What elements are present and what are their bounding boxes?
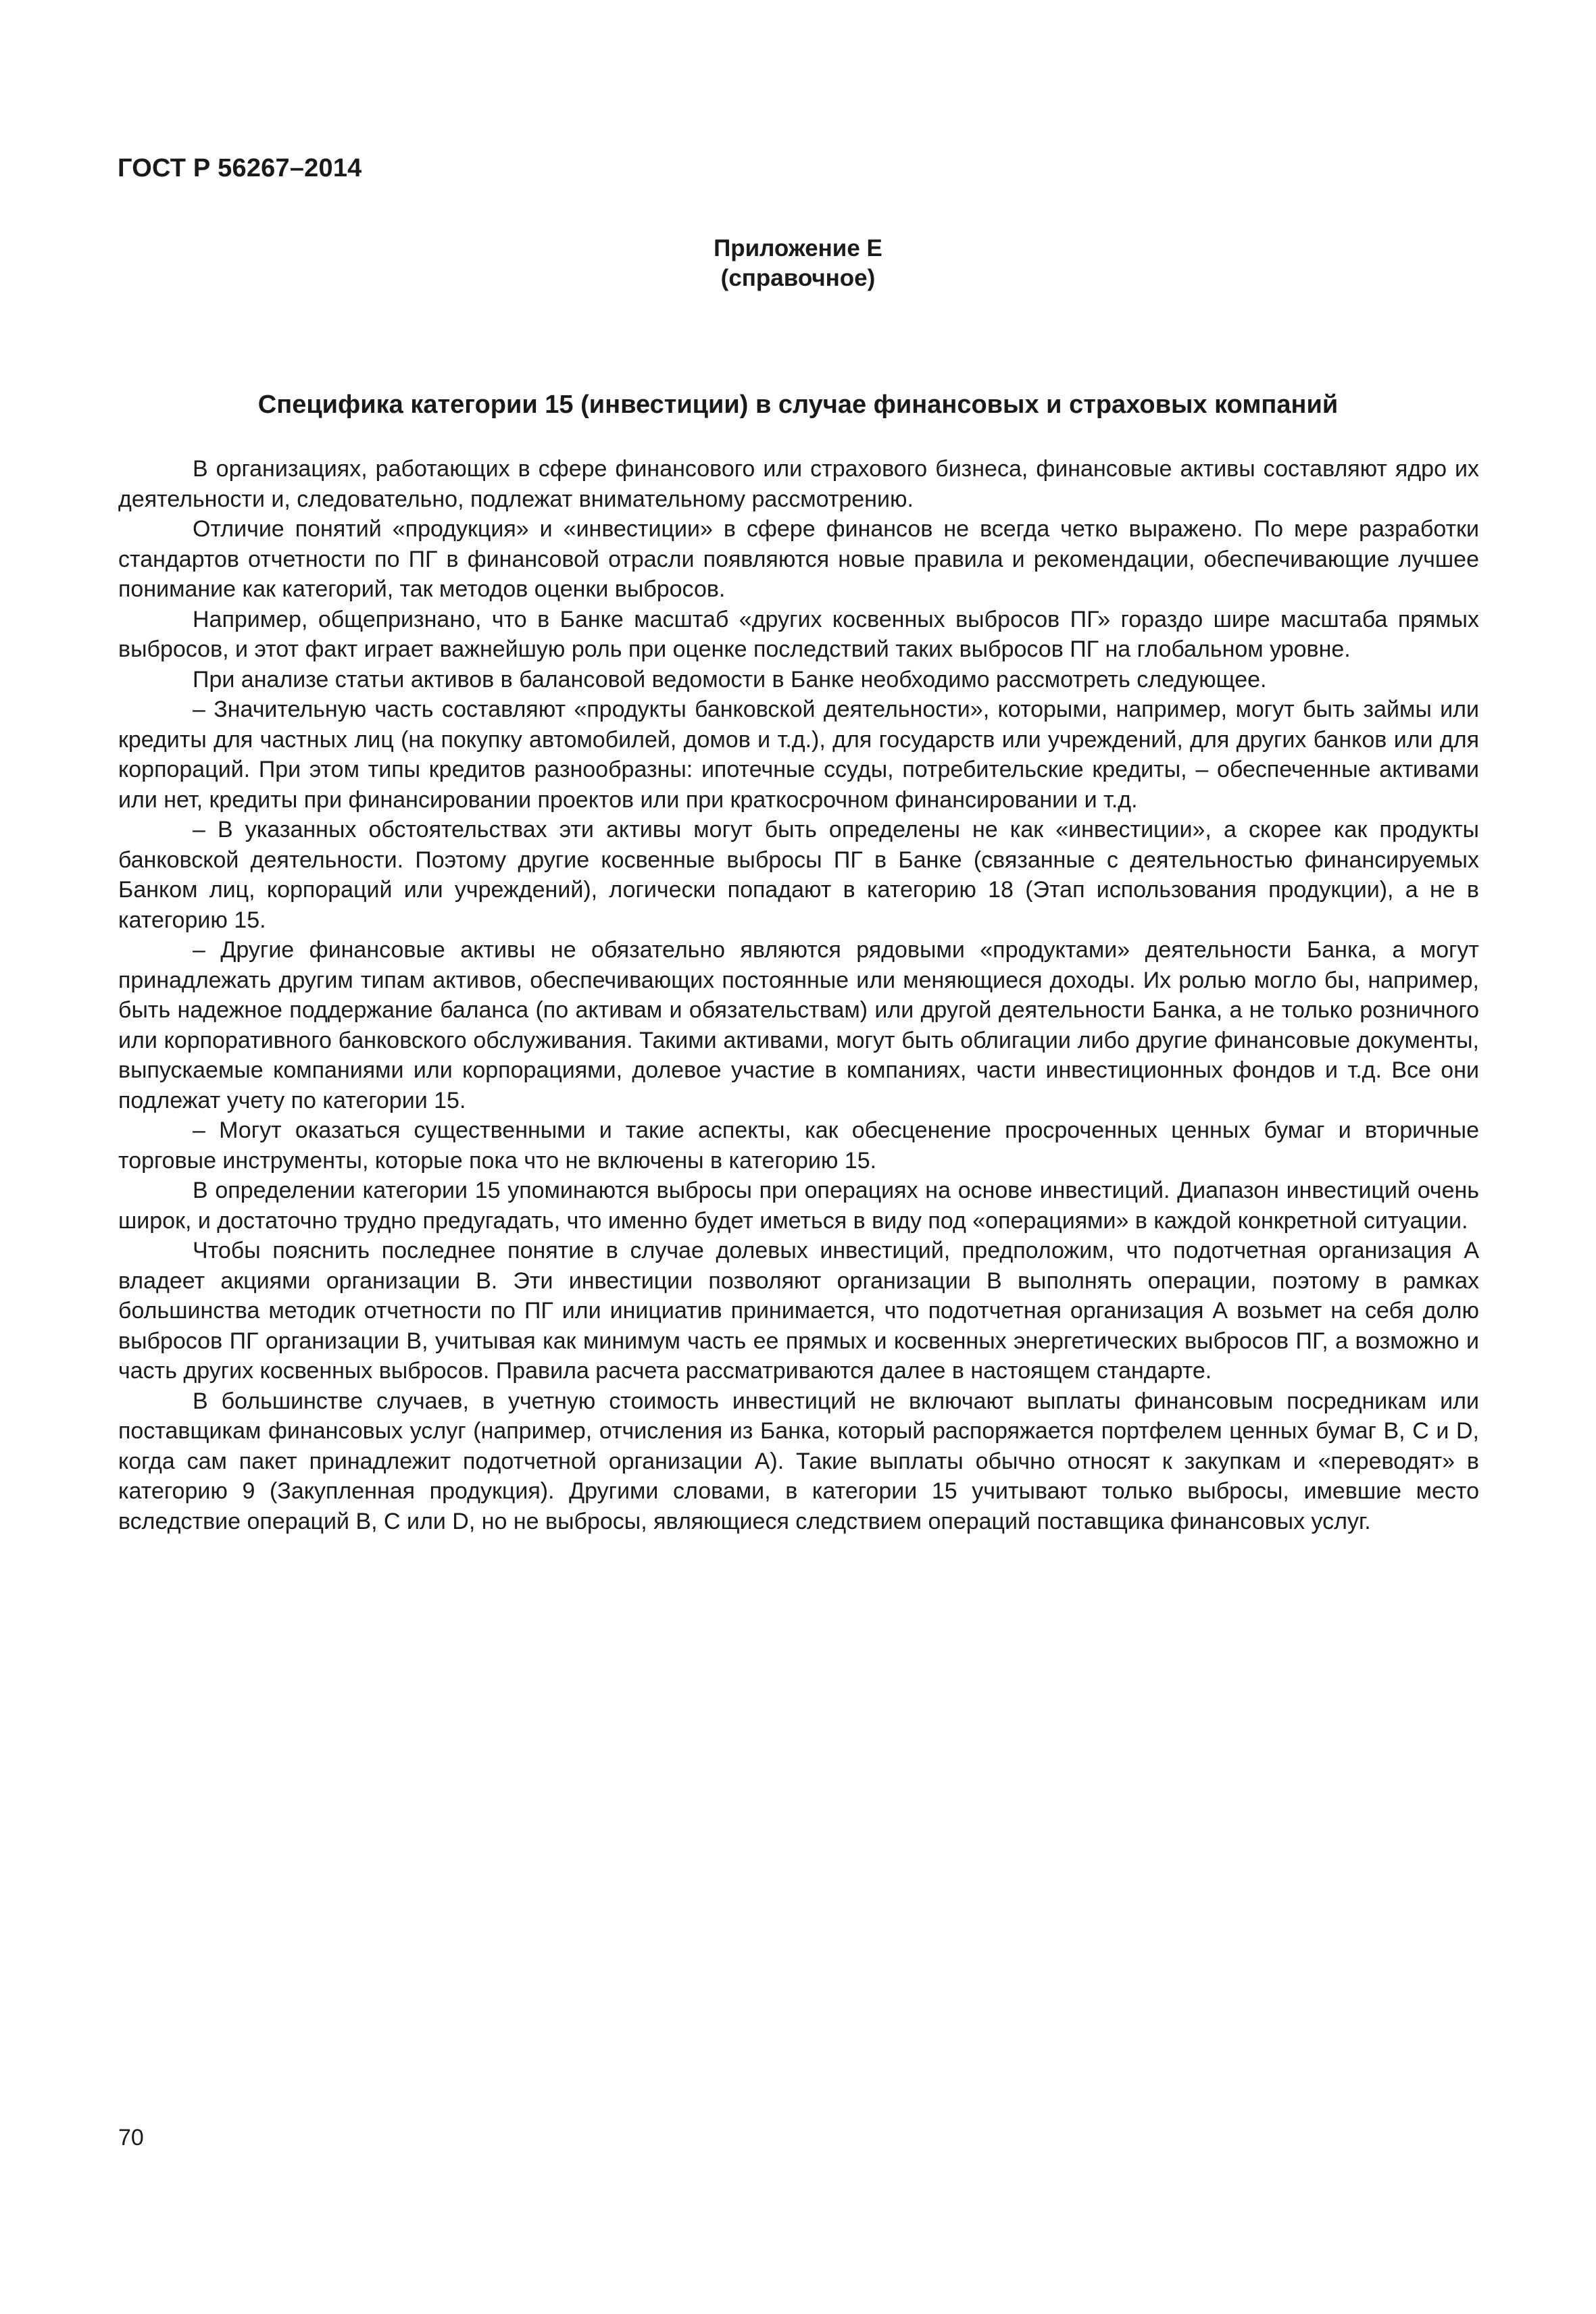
paragraph: Отличие понятий «продукция» и «инвестиции» в сфере финансов не всегда четко выражено. По мере разработки стандартов отчетности по ПГ в финансовой отрасли появляются новые правила и рекомендации, обеспечивающие лучшее понимание как категорий, так методов оценки выбросов. [118, 516, 1479, 602]
paragraph: – Могут оказаться существенными и такие аспекты, как обесценение просроченных ценных бумаг и вторичные торговые инструменты, которые пока что не включены в категорию 15. [118, 1117, 1479, 1174]
body-text [118, 454, 1479, 1536]
paragraph: В организациях, работающих в сфере финансового или страхового бизнеса, финансовые активы составляют ядро их деятельности и, следовательно, подлежат внимательному рассмотрению. [118, 456, 1479, 512]
paragraph: – Другие финансовые активы не обязательно являются рядовыми «продуктами» деятельности Банка, а могут принадлежать другим типам активов, обеспечивающих постоянные или меняющиеся доходы. Их ролью могло бы, например, быть надежное поддержание баланса (по активам и обязательствам) или другой деятельности Банка, а не только розничного или корпоративного банковского обслуживания. Такими активами, могут быть облигации либо другие финансовые документы, выпускаемые компаниями или корпорациями, долевое участие в компаниях, части инвестиционных фондов и т.д. Все они подлежат учету по категории 15. [118, 937, 1479, 1113]
paragraph: При анализе статьи активов в балансовой ведомости в Банке необходимо рассмотреть следующее. [193, 666, 1267, 693]
paragraph: Чтобы пояснить последнее понятие в случае долевых инвестиций, предположим, что подотчетная организация А владеет акциями организации В. Эти инвестиции позволяют организации В выполнять операции, поэтому в рамках большинства методик отчетности по ПГ или инициатив принимается, что подотчетная организация А возьмет на себя долю выбросов ПГ организации В, учитывая как минимум часть ее прямых и косвенных энергетических выбросов ПГ, а возможно и часть других косвенных выбросов. Правила расчета рассматриваются далее в настоящем стандарте. [118, 1238, 1479, 1384]
annex-heading [0, 234, 1596, 293]
paragraph: В определении категории 15 упоминаются выбросы при операциях на основе инвестиций. Диапазон инвестиций очень широк, и достаточно трудно предугадать, что именно будет иметься в виду под «операциями» в каждой конкретной ситуации. [118, 1178, 1479, 1234]
annex-type: (справочное) [720, 265, 876, 291]
paragraph: Например, общепризнано, что в Банке масштаб «других косвенных выбросов ПГ» гораздо шире масштаба прямых выбросов, и этот факт играет важнейшую роль при оценке последствий таких выбросов ПГ на глобальном уровне. [118, 606, 1479, 662]
document-id: ГОСТ Р 56267–2014 [118, 154, 362, 182]
paragraph: – В указанных обстоятельствах эти активы могут быть определены не как «инвестиции», а скорее как продукты банковской деятельности. Поэтому другие косвенные выбросы ПГ в Банке (связанные с деятельностью финансируемых Банком лиц, корпораций или учреждений), логически попадают в категорию 18 (Этап использования продукции), а не в категорию 15. [118, 817, 1479, 933]
section-title: Специфика категории 15 (инвестиции) в случае финансовых и страховых компаний [257, 391, 1339, 419]
paragraph: – Значительную часть составляют «продукты банковской деятельности», которыми, например, могут быть займы или кредиты для частных лиц (на покупку автомобилей, домов и т.д.), для государств или учреждений, для других банков или для корпораций. При этом типы кредитов разнообразны: ипотечные ссуды, потребительские кредиты, – обеспеченные активами или нет, кредиты при финансировании проектов или при краткосрочном финансировании и т.д. [118, 697, 1479, 813]
paragraph: В большинстве случаев, в учетную стоимость инвестиций не включают выплаты финансовым посредникам или поставщикам финансовых услуг (например, отчисления из Банка, который распоряжается портфелем ценных бумаг В, С и D, когда сам пакет принадлежит подотчетной организации А). Такие выплаты обычно относят к закупкам и «переводят» в категорию 9 (Закупленная продукция). Другими словами, в категории 15 учитывают только выбросы, имевшие место вследствие операций В, С или D, но не выбросы, являющиеся следствием операций поставщика финансовых услуг. [118, 1388, 1479, 1534]
annex-title: Приложение Е [714, 235, 882, 261]
page-number: 70 [118, 2125, 144, 2150]
